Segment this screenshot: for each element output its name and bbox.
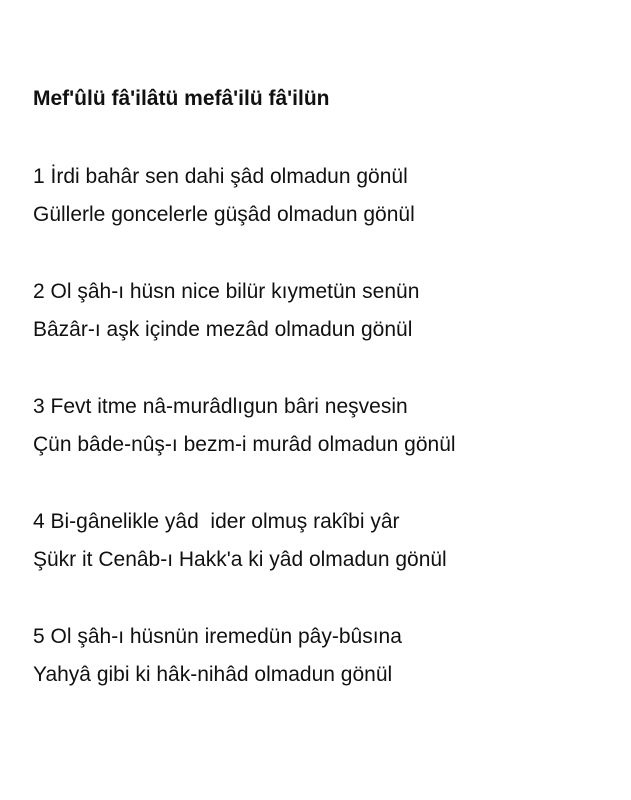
couplet-2-line-2: Bâzâr-ı aşk içinde mezâd olmadun gönül (33, 318, 413, 341)
poem-verses (33, 158, 623, 694)
couplet-1 (33, 158, 623, 234)
couplet-4-line-2: Şükr it Cenâb-ı Hakk'a ki yâd olmadun gönül (33, 548, 447, 571)
couplet-5-line-2: Yahyâ gibi ki hâk-nihâd olmadun gönül (33, 663, 393, 686)
couplet-2-line-1: 2 Ol şâh-ı hüsn nice bilür kıymetün senün (33, 280, 420, 303)
poem-page (33, 84, 623, 733)
couplet-4-line-1: 4 Bi-gânelikle yâd ider olmuş rakîbi yâr (33, 510, 400, 533)
couplet-5-line-1: 5 Ol şâh-ı hüsnün iremedün pây-bûsına (33, 625, 402, 648)
couplet-3 (33, 388, 623, 464)
couplet-5 (33, 618, 623, 694)
couplet-2 (33, 273, 623, 349)
couplet-1-line-1: 1 İrdi bahâr sen dahi şâd olmadun gönül (33, 165, 408, 188)
couplet-4 (33, 503, 623, 579)
poem-meter-heading: Mef'ûlü fâ'ilâtü mefâ'ilü fâ'ilün (33, 87, 330, 110)
couplet-3-line-1: 3 Fevt itme nâ-murâdlıgun bâri neşvesin (33, 395, 408, 418)
couplet-3-line-2: Çün bâde-nûş-ı bezm-i murâd olmadun gönül (33, 433, 456, 456)
couplet-1-line-2: Güllerle goncelerle güşâd olmadun gönül (33, 203, 415, 226)
